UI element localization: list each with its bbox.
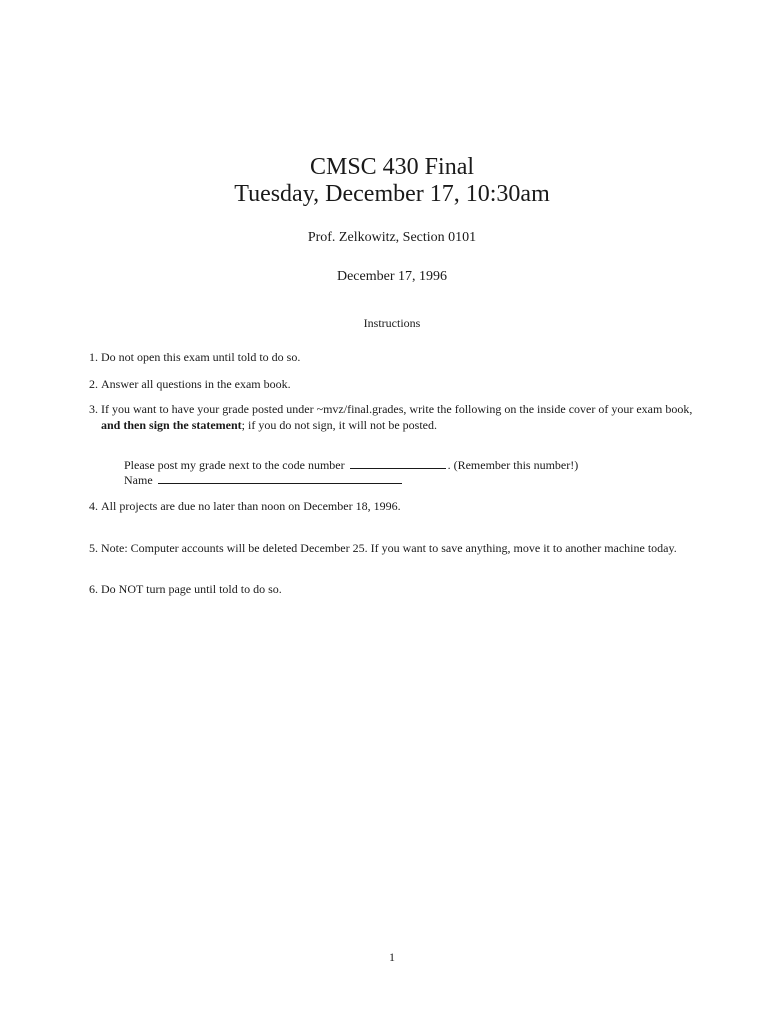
item-text: All projects are due no later than noon on December 18, 1996. xyxy=(101,499,401,513)
item-number: 5. xyxy=(89,541,98,555)
item-text-end: ; if you do not sign, it will not be posted. xyxy=(241,418,437,432)
grade-code-statement xyxy=(124,458,578,473)
item-number: 6. xyxy=(89,582,98,596)
name-statement xyxy=(124,473,402,488)
instruction-item-4 xyxy=(84,498,702,514)
item-number: 3. xyxy=(89,402,98,416)
item-number: 4. xyxy=(89,499,98,513)
instruction-item-5 xyxy=(84,540,702,556)
code-statement-reminder: . (Remember this number!) xyxy=(447,458,579,472)
exam-title: CMSC 430 Final xyxy=(309,154,475,180)
item-number: 1. xyxy=(89,350,98,364)
item-text: Answer all questions in the exam book. xyxy=(101,377,291,391)
code-statement-text: Please post my grade next to the code number xyxy=(124,458,345,472)
instruction-item-2 xyxy=(84,376,702,392)
item-text xyxy=(101,401,702,433)
page-number: 1 xyxy=(389,950,395,964)
instruction-item-1 xyxy=(84,349,702,365)
name-label: Name xyxy=(124,473,153,487)
date-line: December 17, 1996 xyxy=(336,269,448,284)
item-text: Do not open this exam until told to do so. xyxy=(101,350,301,364)
item-text: Note: Computer accounts will be deleted December 25. If you want to save anything, move it to another machine today. xyxy=(101,541,677,555)
instructions-heading: Instructions xyxy=(363,316,421,330)
item-text-start: If you want to have your grade posted under ~mvz/final.grades, write the following on the inside cover of your exam book, xyxy=(101,402,693,416)
instruction-item-3 xyxy=(84,401,702,433)
item-number: 2. xyxy=(89,377,98,391)
exam-subtitle: Tuesday, December 17, 10:30am xyxy=(234,181,550,207)
name-blank xyxy=(158,473,402,484)
item-text-emphasis: and then sign the statement xyxy=(101,418,242,432)
author-line: Prof. Zelkowitz, Section 0101 xyxy=(307,230,477,245)
code-number-blank xyxy=(350,458,446,469)
instruction-item-6 xyxy=(84,581,702,597)
item-text: Do NOT turn page until told to do so. xyxy=(101,582,282,596)
